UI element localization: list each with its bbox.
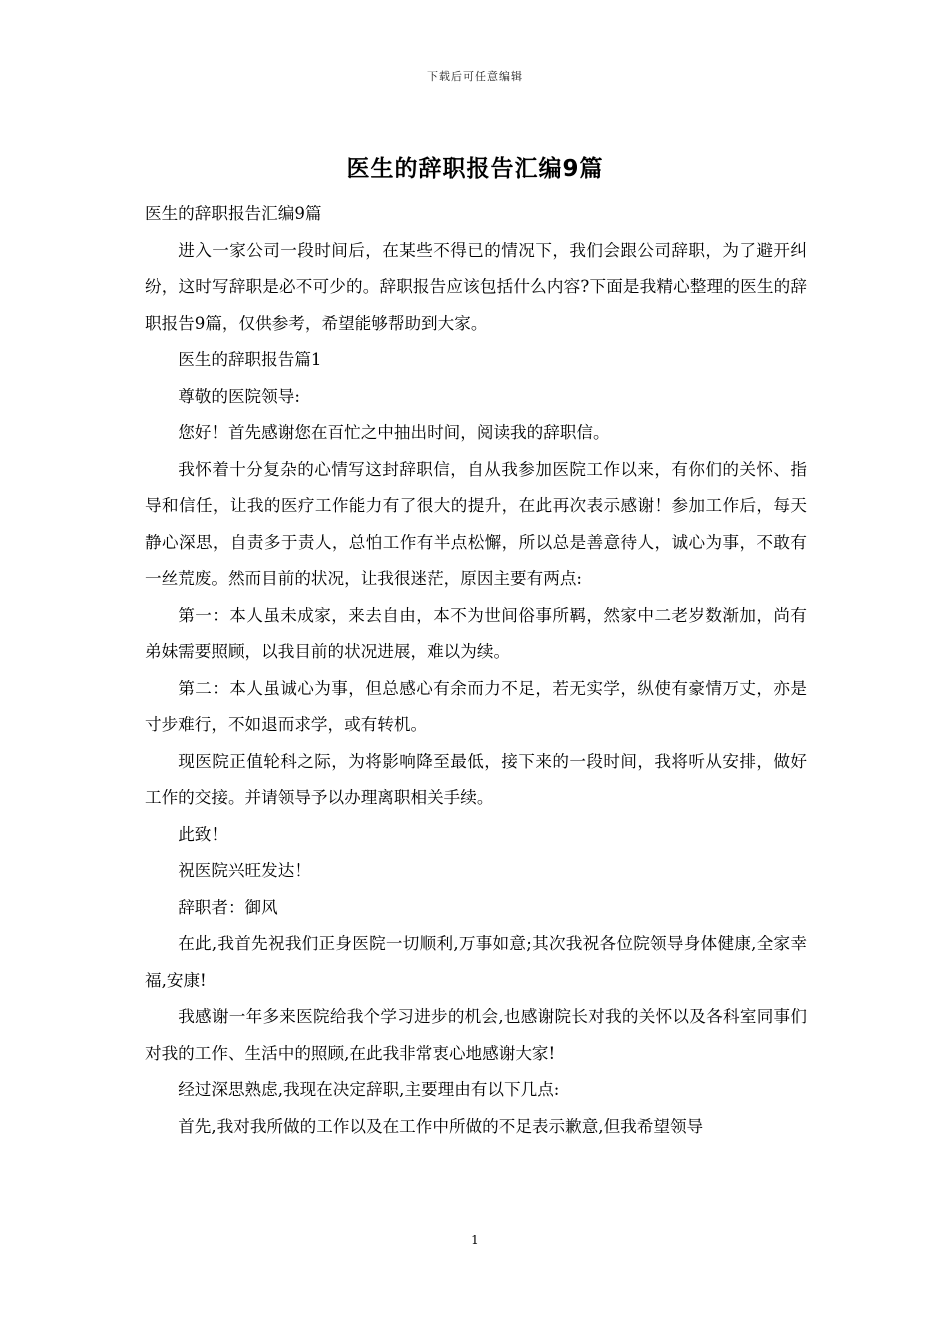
intro-paragraph: 进入一家公司一段时间后，在某些不得已的情况下，我们会跟公司辞职，为了避开纠纷，这时写辞职是必不可少的。辞职报告应该包括什么内容?下面是我精心整理的医生的辞职报告9篇，仅供参考，希望能够帮助到大家。 [145,240,807,333]
body-paragraph: 我怀着十分复杂的心情写这封辞职信，自从我参加医院工作以来，有你们的关怀、指导和信任，让我的医疗工作能力有了很大的提升，在此再次表示感谢！参加工作后，每天静心深思，自责多于责人，总怕工作有半点松懈，所以总是善意待人，诚心为事，不敢有一丝荒废。然而目前的状况，让我很迷茫，原因主要有两点: [145,459,807,588]
wishes-line: 祝医院兴旺发达！ [178,861,311,880]
page-number: 1 [471,1233,479,1247]
salutation: 尊敬的医院领导: [178,386,300,406]
signature-line: 辞职者：御风 [178,897,278,917]
reason-two-paragraph: 第二：本人虽诚心为事，但总感心有余而力不足，若无实学，纵使有豪情万丈，亦是寸步难行，不如退而求学，或有转机。 [145,678,807,734]
greeting-paragraph: 您好！首先感谢您在百忙之中抽出时间，阅读我的辞职信。 [178,423,610,442]
section-heading: 医生的辞职报告篇1 [178,350,322,369]
body-paragraph: 我感谢一年多来医院给我个学习进步的机会,也感谢院长对我的关怀以及各科室同事们对我的工作、生活中的照顾,在此我非常衷心地感谢大家! [145,1007,807,1063]
reason-one-paragraph: 第一：本人虽未成家，来去自由，本不为世间俗事所羁，然家中二老岁数渐加，尚有弟妹需要照顾，以我目前的状况进展，难以为续。 [145,605,807,661]
body-paragraph: 首先,我对我所做的工作以及在工作中所做的不足表示歉意,但我希望领导 [178,1116,704,1136]
header-note: 下载后可任意编辑 [427,70,523,83]
handover-paragraph: 现医院正值轮科之际，为将影响降至最低，接下来的一段时间，我将听从安排，做好工作的交接。并请领导予以办理离职相关手续。 [145,751,807,807]
body-paragraph: 在此,我首先祝我们正身医院一切顺利,万事如意;其次我祝各位院领导身体健康,全家幸福,安康! [145,934,807,990]
closing-line: 此致！ [178,824,228,844]
body-paragraph: 经过深思熟虑,我现在决定辞职,主要理由有以下几点: [178,1080,560,1099]
subtitle-paragraph: 医生的辞职报告汇编9篇 [145,204,322,223]
document-title: 医生的辞职报告汇编9篇 [346,156,604,182]
document-body [145,196,807,1145]
